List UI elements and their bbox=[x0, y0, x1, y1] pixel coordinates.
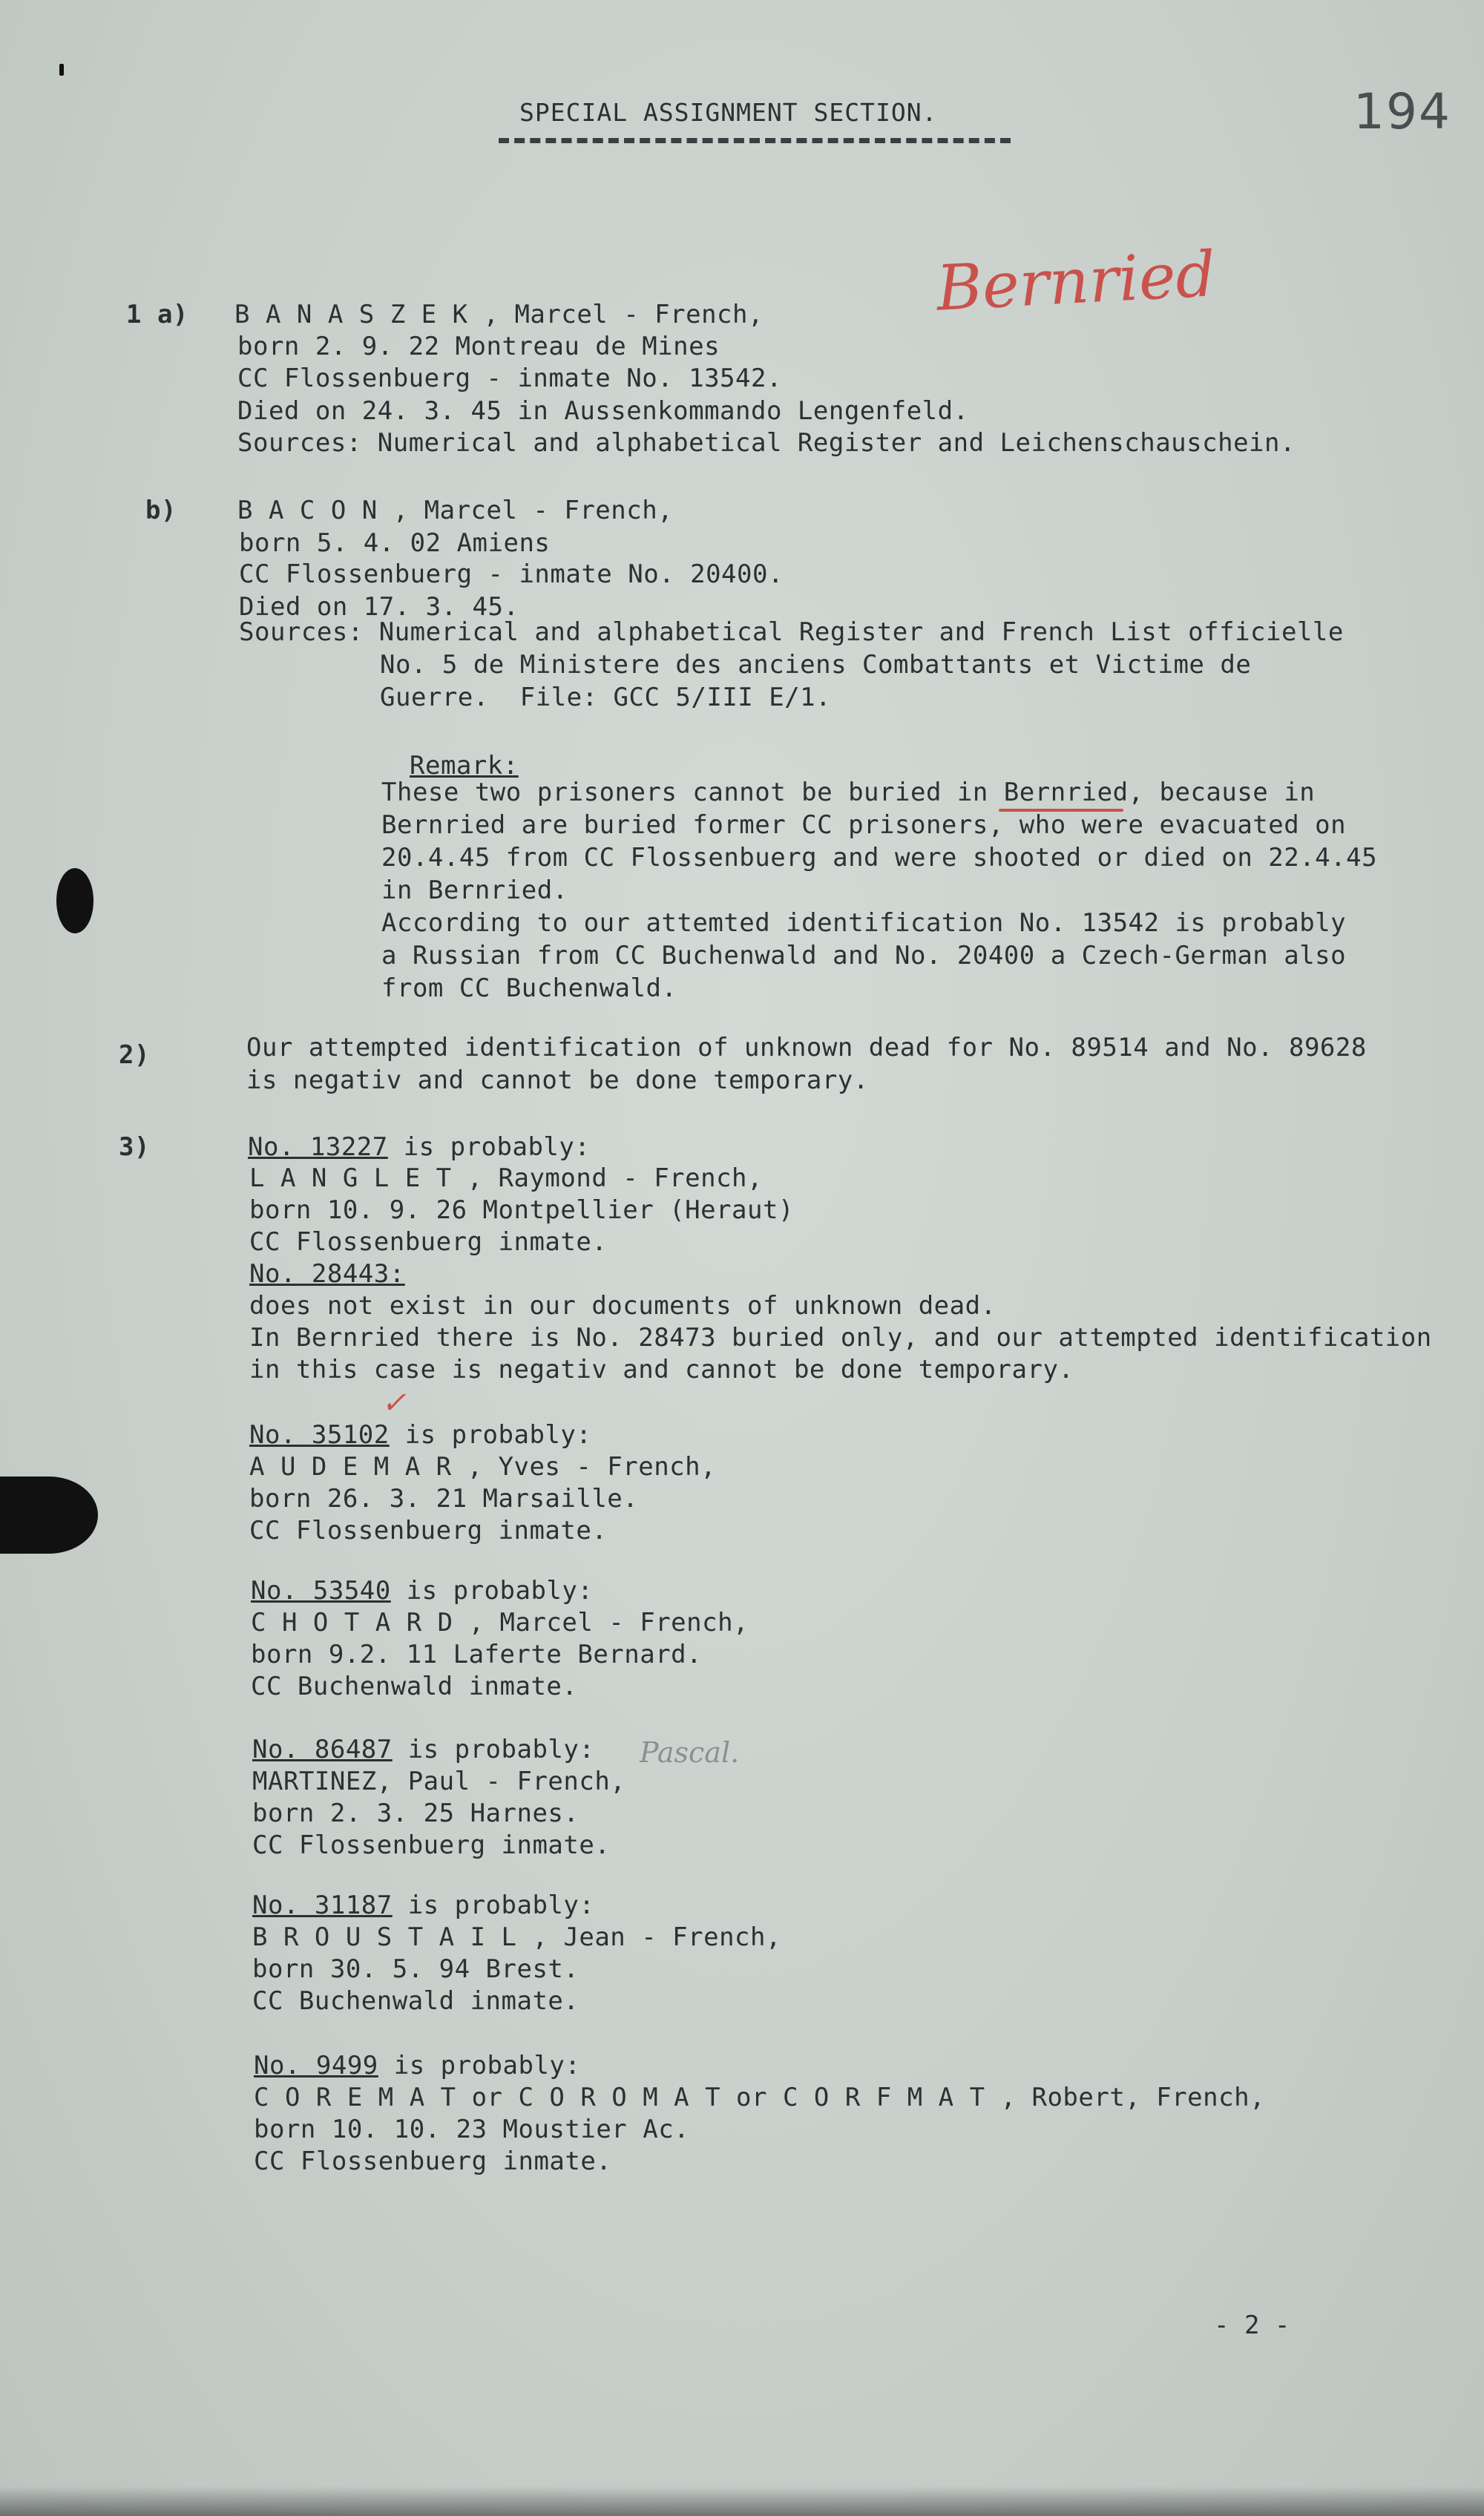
binding-mark bbox=[59, 64, 64, 76]
heading-suffix: is probably: bbox=[390, 1576, 594, 1606]
identification-line: MARTINEZ, Paul - French, bbox=[252, 1767, 626, 1796]
pencil-handwritten-note: Pascal. bbox=[640, 1736, 740, 1769]
identification-line: born 10. 10. 23 Moustier Ac. bbox=[254, 2115, 690, 2144]
identification-line: L A N G L E T , Raymond - French, bbox=[249, 1163, 764, 1193]
identification-line: B R O U S T A I L , Jean - French, bbox=[252, 1922, 781, 1952]
identification-line: born 26. 3. 21 Marsaille. bbox=[249, 1484, 639, 1514]
item-1a-line: CC Flossenbuerg - inmate No. 13542. bbox=[237, 364, 782, 393]
red-handwritten-note: Bernried bbox=[934, 237, 1218, 325]
item-1b-line: born 5. 4. 02 Amiens bbox=[239, 528, 551, 558]
item-1b-line: Sources: Numerical and alphabetical Register and French List officielle bbox=[239, 617, 1344, 647]
item-1a-line: B A N A S Z E K , Marcel - French, bbox=[234, 300, 764, 329]
identification-line: born 9.2. 11 Laferte Bernard. bbox=[251, 1640, 703, 1669]
identification-line: C H O T A R D , Marcel - French, bbox=[251, 1608, 749, 1638]
inmate-number: No. 9499 bbox=[254, 2051, 378, 2080]
identification-heading bbox=[248, 1131, 590, 1163]
identification-line: in this case is negativ and cannot be done temporary. bbox=[249, 1355, 1074, 1385]
identification-line: CC Flossenbuerg inmate. bbox=[249, 1227, 608, 1257]
item-marker-1a: 1 a) bbox=[126, 300, 188, 329]
item-1a-line: Sources: Numerical and alphabetical Register and Leichenschauschein. bbox=[237, 428, 1296, 458]
page-number: 194 bbox=[1353, 83, 1451, 140]
identification-line: In Bernried there is No. 28473 buried only, and our attempted identification bbox=[249, 1323, 1432, 1353]
remark-line: These two prisoners cannot be buried in Bernried, because in bbox=[381, 778, 1316, 807]
item-marker-3: 3) bbox=[119, 1132, 150, 1162]
heading-suffix: is probably: bbox=[387, 1132, 591, 1162]
identification-heading bbox=[254, 2049, 580, 2082]
item-1b-line: Died on 17. 3. 45. bbox=[239, 592, 519, 622]
remark-line: from CC Buchenwald. bbox=[381, 973, 677, 1003]
page-footer-marker: - 2 - bbox=[1214, 2310, 1290, 2340]
item-1b-line: B A C O N , Marcel - French, bbox=[237, 496, 674, 525]
identification-line: CC Flossenbuerg inmate. bbox=[249, 1516, 608, 1546]
item-1b-line: No. 5 de Ministere des anciens Combattants et Victime de bbox=[380, 650, 1252, 680]
inmate-number: No. 35102 bbox=[249, 1420, 390, 1450]
item-2-line: is negativ and cannot be done temporary. bbox=[246, 1065, 869, 1095]
heading-suffix: is probably: bbox=[389, 1420, 592, 1450]
inmate-number: No. 28443: bbox=[249, 1259, 405, 1289]
title-dashes bbox=[499, 138, 1011, 143]
identification-heading bbox=[249, 1419, 591, 1451]
remark-line: Bernried are buried former CC prisoners, who were evacuated on bbox=[381, 810, 1347, 840]
item-1b-line: CC Flossenbuerg - inmate No. 20400. bbox=[239, 559, 784, 589]
item-1a-line: born 2. 9. 22 Montreau de Mines bbox=[237, 332, 720, 361]
item-1a-line: Died on 24. 3. 45 in Aussenkommando Lengenfeld. bbox=[237, 396, 969, 426]
remark-line: a Russian from CC Buchenwald and No. 20400 a Czech-German also bbox=[381, 941, 1347, 970]
item-1b-line: Guerre. File: GCC 5/III E/1. bbox=[380, 683, 832, 712]
identification-heading bbox=[252, 1889, 594, 1922]
item-2-line: Our attempted identification of unknown dead for No. 89514 and No. 89628 bbox=[246, 1033, 1367, 1062]
item-marker-1b: b) bbox=[145, 496, 177, 525]
inmate-number: No. 31187 bbox=[252, 1891, 393, 1920]
identification-heading bbox=[252, 1733, 594, 1766]
identification-line: CC Flossenbuerg inmate. bbox=[254, 2147, 612, 2176]
identification-line: CC Buchenwald inmate. bbox=[251, 1672, 578, 1701]
remark-line: in Bernried. bbox=[381, 876, 568, 905]
heading-suffix: is probably: bbox=[392, 1735, 595, 1764]
red-correction-mark: ✓ bbox=[381, 1386, 407, 1420]
identification-line: born 2. 3. 25 Harnes. bbox=[252, 1799, 580, 1828]
identification-line: born 10. 9. 26 Montpellier (Heraut) bbox=[249, 1195, 794, 1225]
identification-heading bbox=[251, 1574, 593, 1607]
item-marker-2: 2) bbox=[119, 1040, 150, 1070]
paper-edge-shadow bbox=[0, 2486, 1484, 2516]
inmate-number: No. 86487 bbox=[252, 1735, 393, 1764]
inmate-number: No. 53540 bbox=[251, 1576, 391, 1606]
inmate-number: No. 13227 bbox=[248, 1132, 388, 1162]
punch-hole-top bbox=[56, 868, 93, 933]
identification-line: CC Buchenwald inmate. bbox=[252, 1986, 580, 2016]
identification-line: born 30. 5. 94 Brest. bbox=[252, 1954, 580, 1984]
heading-suffix: is probably: bbox=[378, 2051, 581, 2080]
heading-suffix: is probably: bbox=[392, 1891, 595, 1920]
identification-line: A U D E M A R , Yves - French, bbox=[249, 1452, 717, 1482]
punch-hole-bottom bbox=[0, 1477, 98, 1554]
identification-heading bbox=[249, 1258, 405, 1290]
identification-line: does not exist in our documents of unknown dead. bbox=[249, 1291, 997, 1321]
identification-line: CC Flossenbuerg inmate. bbox=[252, 1830, 611, 1860]
remark-heading: Remark: bbox=[410, 751, 519, 781]
remark-line: According to our attemted identification No. 13542 is probably bbox=[381, 908, 1347, 938]
remark-line: 20.4.45 from CC Flossenbuerg and were shooted or died on 22.4.45 bbox=[381, 843, 1378, 873]
identification-line: C O R E M A T or C O R O M A T or C O R F M A T , Robert, French, bbox=[254, 2083, 1266, 2112]
section-title: SPECIAL ASSIGNMENT SECTION. bbox=[519, 98, 938, 127]
